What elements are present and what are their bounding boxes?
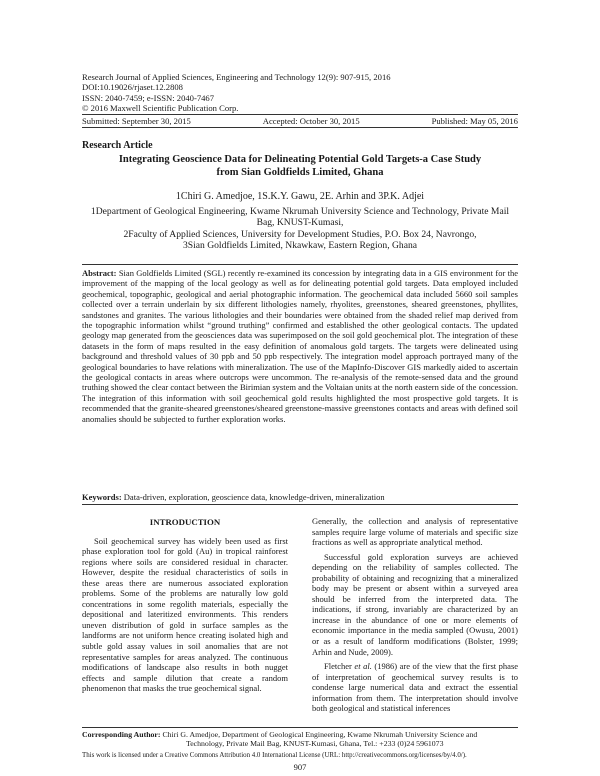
doi: DOI:10.19026/rjaset.12.2808 (82, 82, 183, 93)
keywords-rule (82, 504, 518, 505)
article-type: Research Article (82, 140, 153, 151)
submitted-date: Submitted: September 30, 2015 (82, 116, 191, 126)
paper-title: Integrating Geoscience Data for Delineating Potential Gold Targets-a Case Study from Sian Goldfields Limited, Ghana (118, 154, 482, 178)
copyright: © 2016 Maxwell Scientific Publication Corp. (82, 102, 239, 113)
right-column (312, 516, 518, 714)
keywords (82, 492, 518, 502)
abstract-rule-top (82, 264, 518, 265)
corr-text: Chiri G. Amedjoe, Department of Geological Engineering, Kwame Nkrumah University Science and (162, 730, 478, 739)
keywords-text: Data-driven, exploration, geoscience data, knowledge-driven, mineralization (123, 492, 385, 502)
header-rule-bottom (82, 127, 518, 128)
journal-citation: Research Journal of Applied Sciences, Engineering and Technology 12(9): 907-915, 2016 (82, 72, 391, 82)
affiliation-2: 2Faculty of Applied Sciences, University for Development Studies, P.O. Box 24, Navrongo, (123, 228, 477, 240)
dates-row (82, 116, 518, 126)
issn: ISSN: 2040-7459; e-ISSN: 2040-7467 (82, 92, 215, 103)
intro-heading: INTRODUCTION (149, 517, 221, 527)
footer-rule (82, 727, 518, 728)
authors: 1Chiri G. Amedjoe, 1S.K.Y. Gawu, 2E. Arhin and 3P.K. Adjei (175, 191, 425, 202)
header-rule-top (82, 114, 518, 115)
affiliation-3: 3Sian Goldfields Limited, Nkawkaw, Eastern Region, Ghana (182, 239, 418, 251)
keywords-label: Keywords: (82, 492, 122, 502)
corr-text-2: Technology, Private Mail Bag, KNUST-Kumasi, Ghana, Tel.: +233 (0)24 5961073 (186, 739, 444, 749)
left-column (82, 516, 288, 694)
intro-paragraph-1: Soil geochemical survey has widely been used as first phase exploration tool for gold (Au) in tropical rainforest regions where soils are considered residual in character. However, despite the residual characteristics of soils in these areas there are numerous associated exploration problems. Some of the problems are naturally low gold concentrations in some regolith materials, especially the depositional and lateritized environments. This renders uneven distribution of gold in surface samples as the landforms are not uniform hence creating isolated high and subtle gold assay values in soil anomalies that are not representative samples for areas analyzed. The continuous modifications of landscape also results in both nugget effects and sample dilution that create a random phenomenon that masks the true geochemical signal. (82, 535, 288, 694)
license-text: This work is licensed under a Creative Commons Attribution 4.0 International License (URL: http://creativecommons.org/licenses/by/4.0/). (82, 752, 467, 759)
corresponding-author (82, 730, 518, 749)
page-number: 907 (293, 762, 307, 772)
citation-etal: et al. (354, 661, 372, 672)
abstract-label: Abstract: (82, 268, 117, 278)
right-paragraph-2: Successful gold exploration surveys are achieved depending on the reliability of samples collected. The probability of obtaining and recognizing that a mineralized body may be present or absent within a surveyed area should be inferred from the interpreted data. The indications, if strong, invariably are characterized by an increase in the abundance of one or more elements of economic importance in the media sampled (Owusu, 2001) or as a result of landform modifications (Bolster, 1999; Arhin and Nude, 2009). (312, 551, 518, 657)
abstract-text: Sian Goldfields Limited (SGL) recently re-examined its concession by integrating data in a GIS environment for the improvement of the mapping of the local geology as well as for delineating potential gold targets. Data employed included geochemical, topographic, geological and aerial photographic information. The geochemical data included 5660 soil samples collected over a terrain underlain by six different lithologies namely, rhyolites, greenstones, sheared greenstones, phyllites, sandstones and granites. The various lithologies and their boundaries were obtained from the shaded relief map derived from the topographic information whilst “ground truthing” confirmed and established the other geological contacts. The updated geology map generated from the geosciences data was superimposed on the soil gold geochemical plot. The integration of these datasets in the form of maps resulted in the easy definition of anomalous gold targets. The targets were delineated using background and threshold values of 30 ppb and 50 ppb respectively. The integration model approach portrayed many of the geological boundaries to have relations with mineralization. The use of the MapInfo-Discover GIS markedly aided to ascertain the geological contacts in areas where outcrops were uncommon. The re-analysis of the remote-sensed data and the ground truthing showed the clear contact between the Birimian system and the Voltaian units at the north eastern side of the concession. The integration of this information with soil geochemical gold results highlighted the most prospective gold targets. It is recommended that the granite-sheared greenstones/sheared greenstone-massive greenstones contacts and areas with defined soil anomalies should be subjected to further exploration works. (82, 268, 519, 424)
published-date: Published: May 05, 2016 (431, 116, 518, 126)
citation-author: Fletcher (324, 661, 352, 672)
right-paragraph-3 (312, 661, 518, 714)
corr-line-1 (82, 730, 518, 739)
affiliation-1: 1Department of Geological Engineering, Kwame Nkrumah University Science and Technology, Private Mail Bag, KNUST-Kumasi, (90, 206, 510, 229)
corr-label: Corresponding Author: (82, 730, 161, 739)
abstract (82, 268, 518, 424)
right-paragraph-3-text: (1986) are of the view that the first phase of interpretation of geochemical survey results is to condense large numerical data and extract the essential information from them. The interpretation should involve both geological and statistical inferences (312, 661, 519, 714)
affiliations (82, 206, 518, 251)
right-paragraph-1: Generally, the collection and analysis of representative samples require large volume of materials and specific size fractions as well as appropriate analytical method. (312, 516, 518, 548)
journal-header (82, 72, 391, 113)
accepted-date: Accepted: October 30, 2015 (262, 116, 360, 126)
